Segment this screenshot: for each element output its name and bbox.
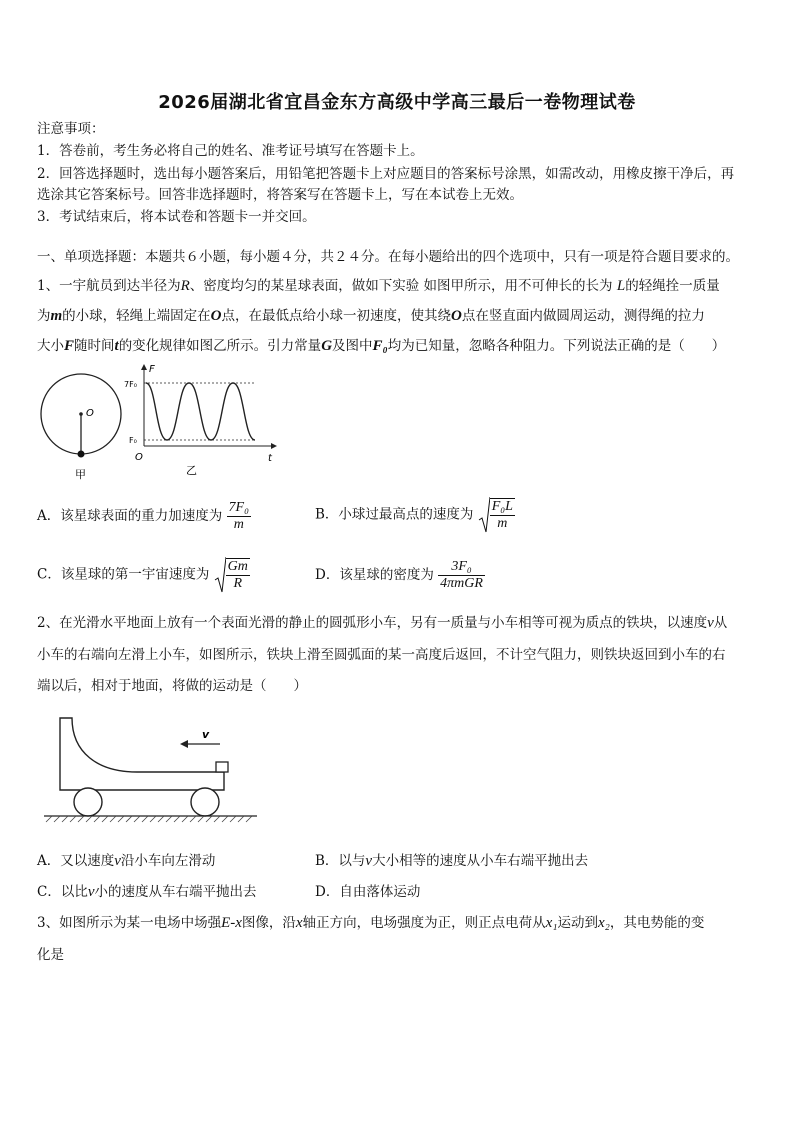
tick-f0: F₀ xyxy=(129,436,137,445)
fig-jia-label: 甲 xyxy=(75,468,86,481)
q3-line-2: 化是 xyxy=(37,947,64,963)
q2-option-a[interactable]: A．又以速度v沿小车向左滑动 xyxy=(37,853,216,869)
page-title: 2026届湖北省宜昌金东方高级中学高三最后一卷物理试卷 xyxy=(158,92,636,113)
notice-item: 3．考试结束后，将本试卷和答题卡一并交回。 xyxy=(37,209,316,225)
notice-heading: 注意事项： xyxy=(37,121,105,137)
q2-line-1: 2、在光滑水平地面上放有一个表面光滑的静止的圆弧形小车，另有一质量与小车相等可视为质点的铁块，以速度v从 xyxy=(37,615,728,631)
fig-yi-label: 乙 xyxy=(186,464,197,477)
iron-block xyxy=(216,762,228,772)
q2-option-b[interactable]: B．以与v大小相等的速度从小车右端平抛出去 xyxy=(315,853,589,869)
q2-option-c[interactable]: C．以比v小的速度从车右端平抛出去 xyxy=(37,884,257,900)
axis-t-label: t xyxy=(268,453,272,464)
q2-line-3: 端以后，相对于地面，将做的运动是（ ） xyxy=(37,678,307,694)
q2-figure xyxy=(42,712,262,827)
q1-option-c[interactable]: C．该星球的第一宇宙速度为 $\frac{Gm}{R}$ xyxy=(37,559,248,591)
q3-line-1: 3、如图所示为某一电场中场强E-x图像，沿x轴正方向，电场强度为正，则正点电荷从x₁运动到x₂，其电势能的变 xyxy=(37,915,705,931)
tick-7f0: 7F₀ xyxy=(124,380,137,389)
q1-line-1: 1、一宇航员到达半径为R、密度均匀的某星球表面，做如下实验 如图甲所示，用不可伸长的长为 L的轻绳拴一质量 xyxy=(37,278,720,294)
force-curve xyxy=(146,383,255,440)
ball xyxy=(78,451,85,458)
velocity-label: v xyxy=(202,728,210,741)
notice-item: 1．答卷前，考生务必将自己的姓名、准考证号填写在答题卡上。 xyxy=(37,143,424,159)
q2-line-2: 小车的右端向左滑上小车，如图所示，铁块上滑至圆弧面的某一高度后返回，不计空气阻力，则铁块返回到小车的右 xyxy=(37,647,726,663)
fig-o-label: O xyxy=(86,408,94,419)
q1-option-b[interactable]: B．小球过最高点的速度为 $\frac{\text{F₀L}}{m}$ xyxy=(315,499,513,531)
wheel-left xyxy=(74,788,102,816)
q1-line-3: 大小F随时间t的变化规律如图乙所示。引力常量G及图中F₀均为已知量，忽略各种阻力。下列说法正确的是（ ） xyxy=(37,338,726,354)
q1-figure xyxy=(36,364,286,484)
axis-o-label: O xyxy=(135,452,143,463)
cart-body xyxy=(60,718,224,790)
wheel-right xyxy=(191,788,219,816)
q1-line-2: 为m的小球，轻绳上端固定在O点，在最低点给小球一初速度，使其绕O点在竖直面内做圆周运动，测得绳的拉力 xyxy=(37,308,705,324)
q2-option-d[interactable]: D．自由落体运动 xyxy=(315,884,421,900)
notice-item: 选涂其它答案标号。回答非选择题时，将答案写在答题卡上，写在本试卷上无效。 xyxy=(37,187,523,203)
q1-option-a[interactable]: A．该星球表面的重力加速度为 $\frac{\text{7F₀}}{m}$ xyxy=(37,500,249,532)
axis-f-label: F xyxy=(149,364,155,375)
notice-item: 2．回答选择题时，选出每小题答案后，用铅笔把答题卡上对应题目的答案标号涂黑，如需改动，用橡皮擦干净后，再 xyxy=(37,166,735,182)
q1-option-d[interactable]: D．该星球的密度为 $\frac{\text{3F₀}}{\text{4πmGR}}$ xyxy=(315,559,483,591)
ground-hatch xyxy=(46,816,252,822)
section-heading: 一、单项选择题：本题共６小题，每小题４分，共２４分。在每小题给出的四个选项中，只有一项是符合题目要求的。 xyxy=(37,249,739,265)
